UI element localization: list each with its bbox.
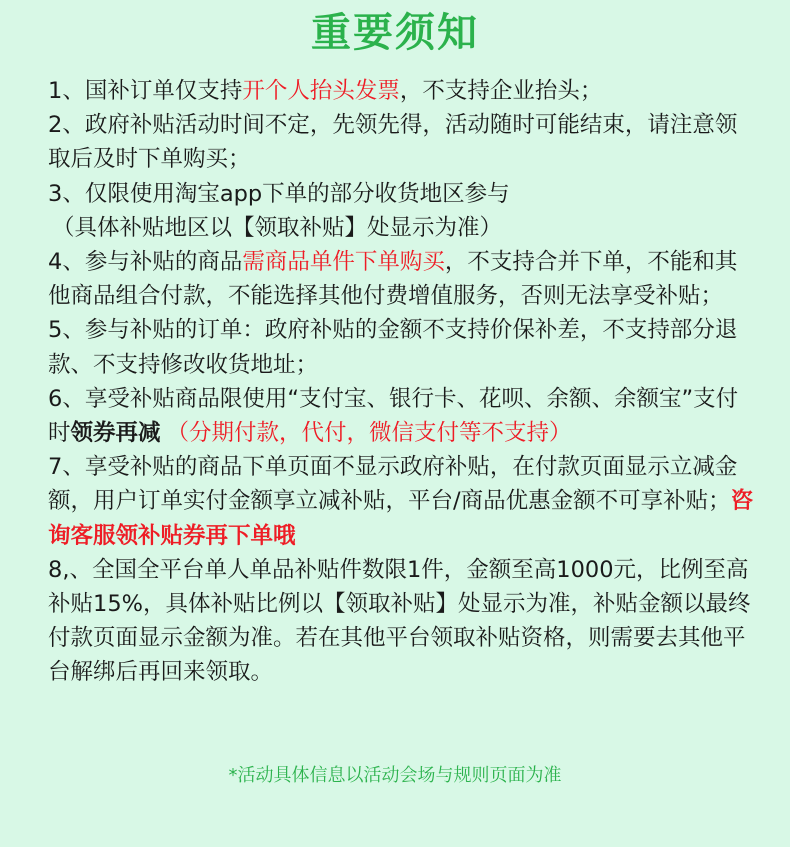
notice-item-4-text: 4、参与补贴的商品 — [48, 249, 243, 276]
notice-item-1 — [48, 74, 758, 108]
notice-item-2 — [48, 108, 758, 176]
notice-item-4-text-end: ，不支持合并下单，不能和其他商品组合付款，不能选择其他付费增值服务，否则无法享受补贴； — [48, 249, 738, 310]
notice-item-3-note: （具体补贴地区以【领取补贴】处显示为准） — [52, 214, 503, 241]
notice-item-1-text-end: ，不支持企业抬头； — [399, 78, 603, 104]
notice-item-5-text: 5、参与补贴的订单：政府补贴的金额不支持价保补差，不支持部分退款、不支持修改收货地址； — [48, 317, 738, 378]
notice-item-4 — [48, 245, 758, 313]
notice-item-6 — [48, 382, 758, 450]
notice-item-4-highlight: 需商品单件下单购买 — [242, 249, 445, 276]
notice-item-7-text: 7、享受补贴的商品下单页面不显示政府补贴，在付款页面显示立减金额，用户订单实付金额享立减补贴，平台/商品优惠金额不可享补贴； — [48, 454, 738, 515]
notice-list — [48, 74, 758, 690]
page-title: 重要须知 — [311, 10, 479, 56]
notice-item-3-text: 3、仅限使用淘宝app下单的部分收货地区参与 — [48, 180, 510, 207]
notice-item-1-highlight: 开个人抬头发票 — [242, 78, 400, 104]
notice-item-8-text: 8,、全国全平台单人单品补贴件数限1件，金额至高1000元，比例至高补贴15%，具体补贴比例以【领取补贴】处显示为准，补贴金额以最终付款页面显示金额为准。若在其他平台领取补贴资格，则需要去其他平台解绑后再回来领取。 — [48, 556, 751, 686]
notice-item-2-text: 2、政府补贴活动时间不定，先领先得，活动随时可能结束，请注意领取后及时下单购买； — [48, 112, 738, 173]
notice-item-6-text: 6、享受补贴商品限使用“支付宝、银行卡、花呗、余额、余额宝”支付时 — [48, 385, 739, 447]
notice-item-6-bold: 领券再减 — [70, 420, 161, 447]
notice-item-6-highlight: （分期付款，代付，微信支付等不支持） — [166, 420, 572, 447]
notice-item-5 — [48, 313, 758, 381]
notice-item-1-text: 1、国补订单仅支持 — [48, 78, 243, 104]
notice-item-7 — [48, 450, 758, 553]
footnote: *活动具体信息以活动会场与规则页面为准 — [228, 765, 562, 786]
notice-item-7-highlight: 咨询客服领补贴券再下单哦 — [48, 488, 754, 549]
notice-item-3 — [48, 177, 758, 245]
notice-item-8 — [48, 553, 758, 690]
